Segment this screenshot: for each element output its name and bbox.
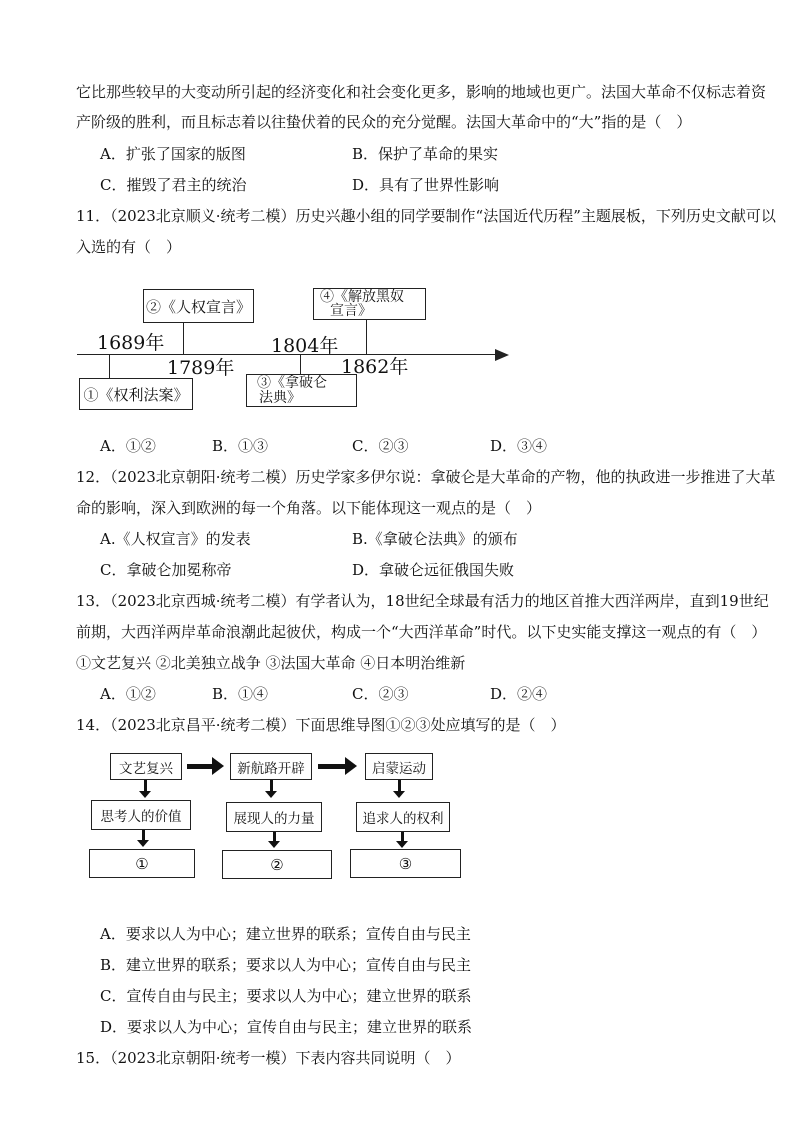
year-1804: 1804年 <box>271 335 339 357</box>
q11-stem-line-2: 入选的有（ ） <box>76 238 182 256</box>
mm-bottom-2 <box>222 850 332 879</box>
q15-stem-line-1: 15．（2023北京朝阳·统考一模）下表内容共同说明（ ） <box>76 1049 461 1067</box>
doc-label-2: ②《人权宣言》 <box>145 297 251 316</box>
q14-option-c[interactable]: C．宣传自由与民主；要求以人为中心；建立世界的联系 <box>100 987 472 1005</box>
mm-v-head-3a <box>393 791 405 798</box>
q10-option-a[interactable]: A．扩张了国家的版图 <box>100 145 246 163</box>
mm-h-arrow-2 <box>318 764 347 769</box>
q14-option-a[interactable]: A．要求以人为中心；建立世界的联系；宣传自由与民主 <box>100 925 471 943</box>
q13-stem-line-2: 前期，大西洋两岸革命浪潮此起彼伏，构成一个“大西洋革命”时代。以下史实能支撑这一观点的有（ ） <box>76 623 767 641</box>
q12-stem-line-2: 命的影响，深入到欧洲的每一个角落。以下能体现这一观点的是（ ） <box>76 499 542 517</box>
year-1689: 1689年 <box>97 332 165 354</box>
q12-option-b[interactable]: B.《拿破仑法典》的颁布 <box>352 530 518 548</box>
q11-option-c[interactable]: C．②③ <box>352 437 409 455</box>
mm-mid-2 <box>226 802 322 832</box>
q11-option-d[interactable]: D．③④ <box>490 437 548 455</box>
q11-option-a[interactable]: A．①② <box>100 437 156 455</box>
q10-stem-line-2: 产阶级的胜利，而且标志着以往蛰伏着的民众的充分觉醒。法国大革命中的“大”指的是（ ） <box>76 113 692 131</box>
year-1862: 1862年 <box>341 356 409 378</box>
mm-h-arrow-head-2 <box>345 757 357 775</box>
q14-option-b[interactable]: B．建立世界的联系；要求以人为中心；宣传自由与民主 <box>100 956 472 974</box>
doc-label-4b: 宣言》 <box>330 303 372 319</box>
mm-v-head-2a <box>265 791 277 798</box>
doc-label-3a: ③《拿破仑 <box>257 374 327 391</box>
doc-label-3b: 法典》 <box>259 389 301 406</box>
q13-option-d[interactable]: D．②④ <box>490 685 548 703</box>
mm-v-head-3b <box>396 841 408 848</box>
q13-option-a[interactable]: A．①② <box>100 685 156 703</box>
q10-option-c[interactable]: C．摧毁了君主的统治 <box>100 176 247 194</box>
q13-stem-line-1: 13．（2023北京西城·统考二模）有学者认为，18世纪全球最有活力的地区首推大西洋两岸，直到19世纪 <box>76 592 769 610</box>
mm-bottom-3 <box>350 849 461 878</box>
mm-v-head-2b <box>268 841 280 848</box>
mm-mid-2-label: 展现人的力量 <box>233 811 315 827</box>
q10-option-b[interactable]: B．保护了革命的果实 <box>352 145 499 163</box>
mm-mid-1-label: 思考人的价值 <box>100 809 182 825</box>
mm-mid-3 <box>356 802 450 832</box>
q12-option-c[interactable]: C．拿破仑加冕称帝 <box>100 561 232 579</box>
mm-top-3 <box>365 753 433 780</box>
doc-label-4a: ④《解放黑奴 <box>320 289 404 305</box>
mm-v-head-1b <box>137 840 149 847</box>
q11-option-b[interactable]: B．①③ <box>212 437 269 455</box>
q13-option-c[interactable]: C．②③ <box>352 685 409 703</box>
mm-bottom-3-label: ③ <box>398 854 413 873</box>
mm-mid-1 <box>91 800 191 830</box>
mm-top-1 <box>110 753 182 780</box>
q12-option-a[interactable]: A.《人权宣言》的发表 <box>100 530 251 548</box>
mm-h-arrow-1 <box>187 764 214 769</box>
q13-stem-line-3: ①文艺复兴 ②北美独立战争 ③法国大革命 ④日本明治维新 <box>76 654 466 672</box>
mm-mid-3-label: 追求人的权利 <box>362 811 444 827</box>
doc-label-1: ①《权利法案》 <box>83 385 189 404</box>
q13-option-b[interactable]: B．①④ <box>212 685 269 703</box>
mm-bottom-1 <box>89 849 195 878</box>
q12-option-d[interactable]: D．拿破仑远征俄国失败 <box>352 561 515 579</box>
mm-top-2-label: 新航路开辟 <box>237 760 305 777</box>
mm-h-arrow-head-1 <box>212 757 224 775</box>
q11-stem-line-1: 11．（2023北京顺义·统考二模）历史兴趣小组的同学要制作“法国近代历程”主题展板，下列历史文献可以 <box>76 207 776 225</box>
mm-bottom-2-label: ② <box>270 855 284 874</box>
q10-option-d[interactable]: D．具有了世界性影响 <box>352 176 500 194</box>
mm-top-1-label: 文艺复兴 <box>119 760 173 777</box>
mm-v-head-1a <box>139 791 151 798</box>
mm-top-2 <box>230 753 312 780</box>
q14-stem-line-1: 14．（2023北京昌平·统考二模）下面思维导图①②③处应填写的是（ ） <box>76 716 566 734</box>
year-1789: 1789年 <box>167 357 235 379</box>
mm-top-3-label: 启蒙运动 <box>372 760 426 777</box>
q12-stem-line-1: 12．（2023北京朝阳·统考二模）历史学家多伊尔说：拿破仑是大革命的产物，他的执政进一步推进了大革 <box>76 468 776 486</box>
q14-option-d[interactable]: D．要求以人为中心；宣传自由与民主；建立世界的联系 <box>100 1018 473 1036</box>
q10-stem-line-1: 它比那些较早的大变动所引起的经济变化和社会变化更多，影响的地域也更广。法国大革命不仅标志着资 <box>76 83 767 101</box>
mm-bottom-1-label: ① <box>135 854 149 873</box>
